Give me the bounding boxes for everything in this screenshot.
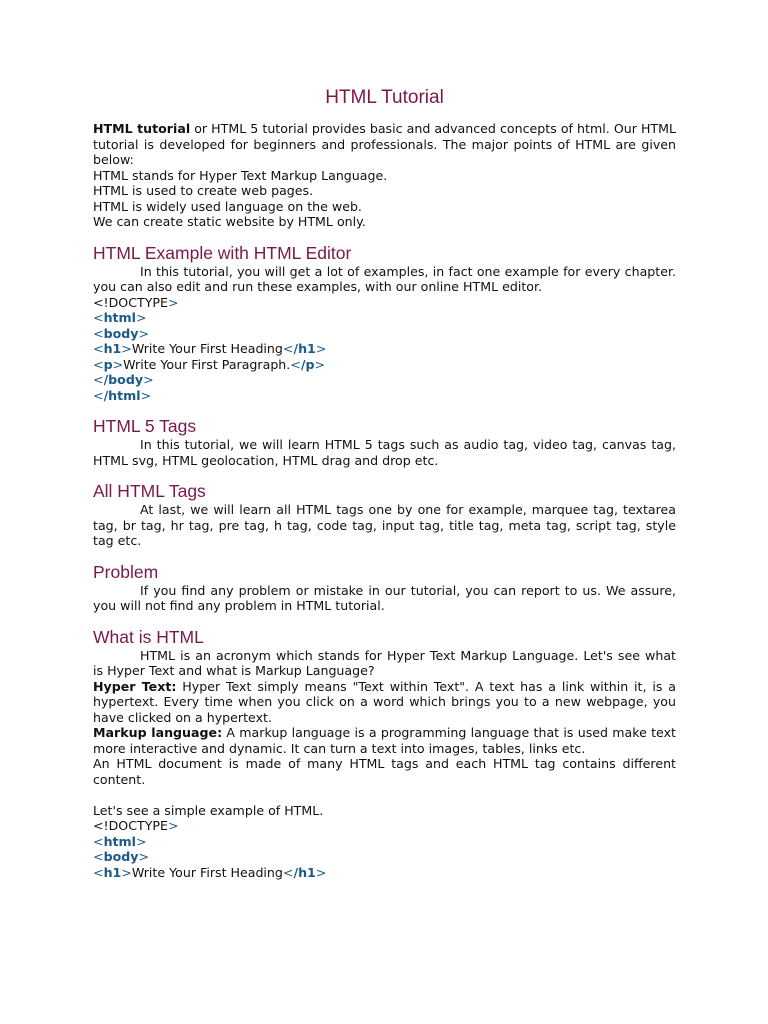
document-page xyxy=(93,86,676,880)
what-is-paragraph: HTML is an acronym which stands for Hyper Text Markup Language. Let's see what is Hyper Text and what is Markup Language? xyxy=(93,647,676,678)
section-heading-html5: HTML 5 Tags xyxy=(93,416,197,436)
section-heading-all-tags: All HTML Tags xyxy=(93,481,206,501)
intro-point: HTML is used to create web pages. xyxy=(93,183,314,198)
code-line-h1: <h1>Write Your First Heading</h1> xyxy=(93,341,327,356)
markup-language-paragraph: Markup language: A markup language is a programming language that is used make text more interactive and dynamic. It can turn a text into images, tables, links etc. xyxy=(93,725,676,756)
code-line-body-open: <body> xyxy=(93,325,150,341)
code-example-1 xyxy=(93,295,676,404)
code-line-body-open: <body> xyxy=(93,849,150,864)
hyper-text-label: Hyper Text: xyxy=(93,678,177,694)
example-intro: Let's see a simple example of HTML. xyxy=(93,802,324,818)
code-line-doctype: <!DOCTYPE> xyxy=(93,818,179,833)
intro-text: or HTML 5 tutorial provides basic and advanced concepts of html. Our HTML tutorial is developed for beginners and professionals. The major points of HTML are given below: xyxy=(93,121,677,167)
intro-point: We can create static website by HTML only. xyxy=(93,214,366,229)
code-example-2 xyxy=(93,818,676,880)
editor-paragraph: In this tutorial, you will get a lot of examples, in fact one example for every chapter. you can also edit and run these examples, with our online HTML editor. xyxy=(93,263,676,294)
html5-paragraph: In this tutorial, we will learn HTML 5 tags such as audio tag, video tag, canvas tag, HTML svg, HTML geolocation, HTML drag and drop etc. xyxy=(93,437,676,468)
code-line-h1: <h1>Write Your First Heading</h1> xyxy=(93,864,327,880)
code-line-doctype: <!DOCTYPE> xyxy=(93,294,179,310)
markup-language-label: Markup language: xyxy=(93,725,223,740)
section-heading-editor: HTML Example with HTML Editor xyxy=(93,242,352,263)
intro-point: HTML is widely used language on the web. xyxy=(93,198,362,214)
html-document-paragraph: An HTML document is made of many HTML tags and each HTML tag contains different content. xyxy=(93,756,676,787)
intro-point: HTML stands for Hyper Text Markup Language. xyxy=(93,167,388,183)
code-line-html-close: </html> xyxy=(93,387,152,403)
problem-paragraph: If you find any problem or mistake in our tutorial, you can report to us. We assure, you will not find any problem in HTML tutorial. xyxy=(93,582,676,613)
section-heading-problem: Problem xyxy=(93,561,159,582)
all-tags-paragraph: At last, we will learn all HTML tags one by one for example, marquee tag, textarea tag, br tag, hr tag, pre tag, h tag, code tag, input tag, title tag, meta tag, script tag, style tag etc. xyxy=(93,502,676,548)
page-title: HTML Tutorial xyxy=(325,87,444,108)
code-line-html-open: <html> xyxy=(93,833,147,849)
hyper-text-paragraph: Hyper Text: Hyper Text simply means "Text within Text". A text has a link within it, is a hypertext. Every time when you click on a word which brings you to a new webpage, you have clicked on a hypertext. xyxy=(93,678,676,725)
section-heading-what-is: What is HTML xyxy=(93,626,204,647)
code-line-p: <p>Write Your First Paragraph.</p> xyxy=(93,356,326,372)
intro-paragraph xyxy=(93,121,676,168)
intro-bold-lead: HTML tutorial xyxy=(93,121,191,136)
code-line-html-open: <html> xyxy=(93,310,147,325)
code-line-body-close: </body> xyxy=(93,372,154,387)
